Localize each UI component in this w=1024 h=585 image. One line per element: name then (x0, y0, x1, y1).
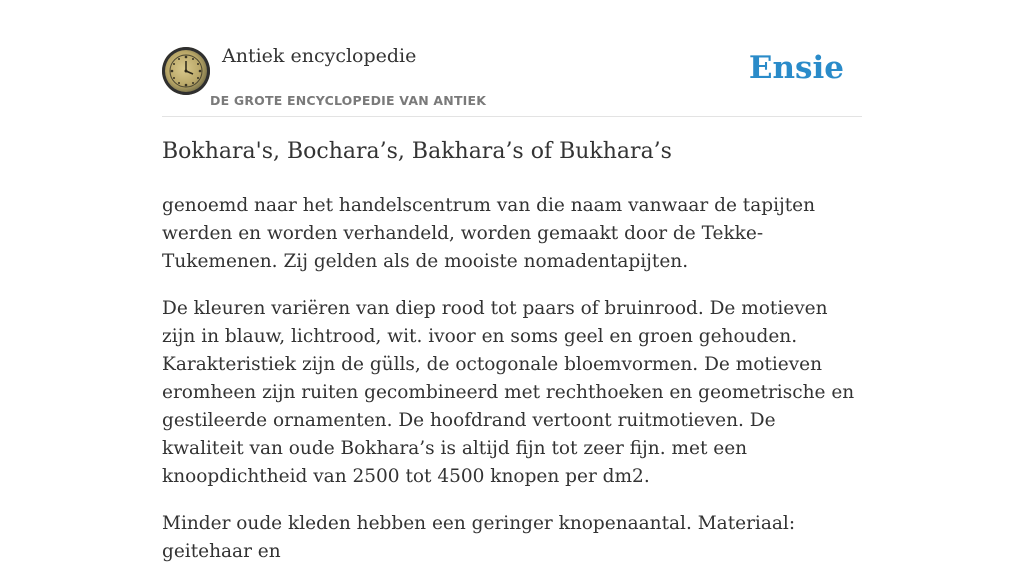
antique-clock-icon[interactable] (162, 47, 210, 95)
article-body (162, 192, 862, 585)
article-paragraph: De kleuren variëren van diep rood tot paars of bruinrood. De motieven zijn in blauw, lichtrood, wit. ivoor en soms geel en groen gehouden. Karakteristiek zijn de gülls, de octogonale bloemvormen. De motieven eromheen zijn ruiten gecombineerd met rechthoeken en geometrische en gestileerde ornamenten. De hoofdrand vertoont ruitmotieven. De kwaliteit van oude Bokhara’s is altijd fijn tot zeer fijn. met een knoopdichtheid van 2500 tot 4500 knopen per dm2. (162, 298, 855, 487)
clock-face-graphic (162, 47, 210, 95)
article-paragraph: genoemd naar het handelscentrum van die naam vanwaar de tapijten werden en worden verhandeld, worden gemaakt door de Tekke-Tukemenen. Zij gelden als de mooiste nomadentapijten. (162, 195, 816, 272)
site-header (162, 40, 862, 117)
site-title[interactable]: Antiek encyclopedie (222, 45, 417, 67)
article-paragraph: Minder oude kleden hebben een geringer knopenaantal. Materiaal: geitehaar en (162, 513, 796, 562)
site-subtitle: DE GROTE ENCYCLOPEDIE VAN ANTIEK (210, 93, 487, 108)
ensie-brand-link[interactable]: Ensie (748, 50, 844, 86)
article-title: Bokhara's, Bochara’s, Bakhara’s of Bukhara’s (162, 139, 672, 164)
